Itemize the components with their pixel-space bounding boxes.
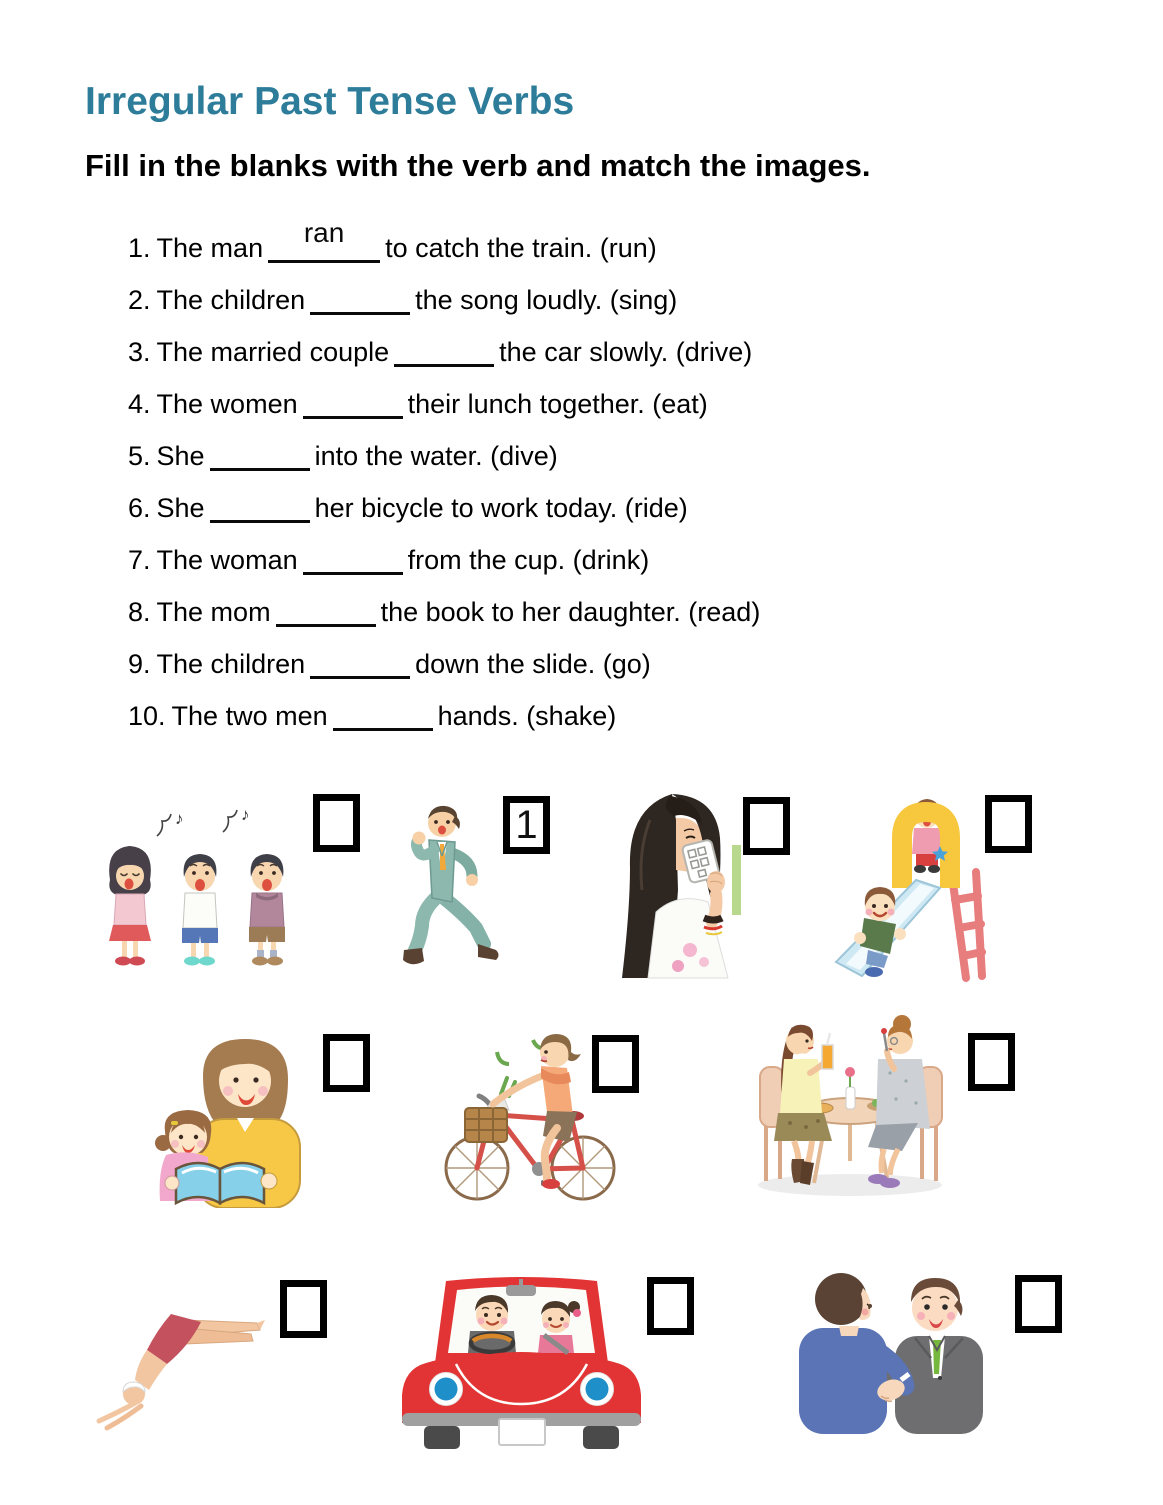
man-left [799, 1273, 905, 1434]
question-number: 1. [128, 233, 151, 263]
answer-blank-2[interactable] [310, 282, 410, 315]
question-number: 3. [128, 337, 151, 367]
question-text-after: hands. (shake) [437, 701, 617, 731]
children-slide-figure [836, 799, 982, 978]
question-text-after: her bicycle to work today. (ride) [314, 493, 688, 523]
question-text-after: their lunch together. (eat) [407, 389, 708, 419]
question-number: 4. [128, 389, 151, 419]
question-9 [128, 638, 760, 690]
image-children-slide [828, 776, 986, 984]
question-6 [128, 482, 760, 534]
image-women-eating [750, 1011, 952, 1205]
image-couple-driving [400, 1273, 643, 1453]
answer-blank-9[interactable] [310, 646, 410, 679]
question-8 [128, 586, 760, 638]
answer-box-woman-drinking[interactable] [743, 797, 790, 855]
question-text-before: The two men [171, 701, 328, 731]
woman-drinking-figure [622, 794, 741, 978]
question-text-before: The women [156, 389, 298, 419]
image-mom-reading [148, 1031, 310, 1208]
question-text-after: down the slide. (go) [415, 649, 651, 679]
question-text-before: The woman [156, 545, 298, 575]
question-text-after: to catch the train. (run) [385, 233, 657, 263]
question-text-before: The children [156, 285, 306, 315]
page-title: Irregular Past Tense Verbs [85, 80, 575, 123]
question-3 [128, 326, 760, 378]
question-list [128, 217, 761, 742]
question-1 [128, 217, 760, 274]
men-handshake-figure [799, 1273, 983, 1434]
answer-box-children-slide[interactable] [985, 795, 1032, 853]
answer-blank-5[interactable] [210, 438, 310, 471]
answer-box-couple-driving[interactable] [647, 1277, 694, 1335]
women-eating-figure [758, 1015, 942, 1196]
answer-box-mom-reading[interactable] [323, 1034, 370, 1092]
question-text-after: the car slowly. (drive) [499, 337, 753, 367]
question-number: 5. [128, 441, 151, 471]
answer-box-woman-bicycle[interactable] [592, 1035, 639, 1093]
answer-blank-1[interactable] [268, 217, 380, 263]
answer-blank-8[interactable] [276, 594, 376, 627]
question-text-after: from the cup. (drink) [407, 545, 650, 575]
answer-blank-7[interactable] [303, 542, 403, 575]
instruction-text: Fill in the blanks with the verb and match the images. [85, 148, 871, 183]
answer-box-man-running[interactable]: 1 [503, 796, 550, 854]
question-text-before: She [156, 441, 205, 471]
question-text-after: into the water. (dive) [314, 441, 558, 471]
question-text-before: She [156, 493, 205, 523]
answer-box-men-handshake[interactable] [1015, 1275, 1062, 1333]
answer-blank-6[interactable] [210, 490, 310, 523]
answer-box-women-eating[interactable] [968, 1033, 1015, 1091]
question-number: 2. [128, 285, 151, 315]
question-10 [128, 690, 760, 742]
woman-bicycle-figure [446, 1034, 614, 1199]
image-woman-drinking [620, 790, 750, 980]
question-number: 8. [128, 597, 151, 627]
question-text-before: The married couple [156, 337, 390, 367]
music-notes-icon: ♪ [175, 809, 184, 828]
couple-driving-figure [402, 1277, 641, 1449]
question-text-after: the song loudly. (sing) [415, 285, 678, 315]
answer-box-woman-diving[interactable] [280, 1280, 327, 1338]
question-number: 6. [128, 493, 151, 523]
question-4 [128, 378, 760, 430]
mom-reading-figure [155, 1039, 300, 1208]
music-notes-icon: ♪ [241, 805, 250, 824]
singing-girl [109, 846, 151, 966]
man-running-figure [403, 806, 499, 964]
book [165, 1163, 277, 1203]
question-number: 7. [128, 545, 151, 575]
singing-boy-1 [182, 854, 218, 966]
image-men-handshake [783, 1266, 995, 1434]
image-children-singing [95, 800, 305, 985]
question-2 [128, 274, 760, 326]
question-number: 10. [128, 701, 166, 731]
answer-box-children-singing[interactable] [313, 794, 360, 852]
question-text-after: the book to her daughter. (read) [380, 597, 761, 627]
question-7 [128, 534, 760, 586]
filled-answer: ran [303, 217, 345, 248]
question-5 [128, 430, 760, 482]
question-text-before: The children [156, 649, 306, 679]
image-woman-diving [85, 1300, 267, 1435]
answer-blank-4[interactable] [303, 386, 403, 419]
question-text-before: The mom [156, 597, 271, 627]
answer-blank-10[interactable] [333, 698, 433, 731]
answer-blank-3[interactable] [394, 334, 494, 367]
question-text-before: The man [156, 233, 264, 263]
woman-diving-figure [99, 1314, 265, 1428]
singing-boy-2 [249, 854, 285, 966]
image-man-running [382, 798, 502, 986]
question-number: 9. [128, 649, 151, 679]
